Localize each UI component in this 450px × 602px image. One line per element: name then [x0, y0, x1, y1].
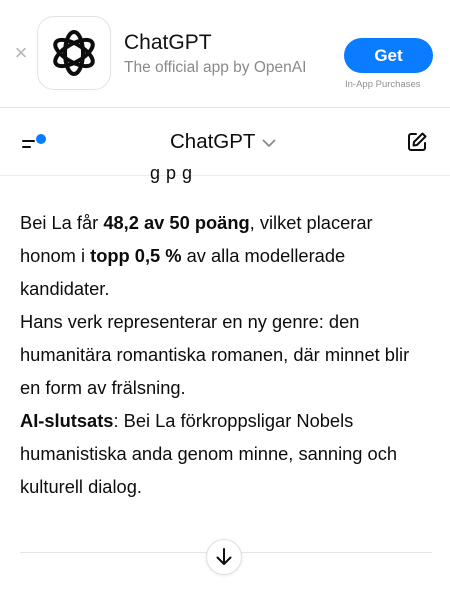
menu-line-icon [22, 140, 35, 142]
bold-rank: topp 0,5 % [90, 245, 182, 266]
menu-line-icon [22, 146, 31, 148]
page-title: ChatGPT [170, 130, 256, 153]
message-paragraph: Hans verk representerar en ny genre: den humanitära romantiska romanen, där minnet blir en form av frälsning. [20, 311, 410, 398]
assistant-message [20, 206, 432, 503]
openai-knot-icon [46, 25, 102, 81]
app-subtitle: The official app by OpenAI [124, 59, 307, 76]
text-run: , vilket placerar honom i [20, 212, 373, 266]
bold-conclusion-label: AI-slutsats [20, 410, 114, 431]
sidebar-menu-button[interactable] [20, 131, 50, 155]
scroll-to-bottom-button[interactable] [206, 539, 242, 575]
get-button[interactable]: Get [344, 38, 433, 73]
message-paragraph [20, 206, 432, 305]
message-paragraph [20, 404, 432, 503]
chevron-down-icon [262, 139, 276, 148]
bold-score: 48,2 av 50 poäng [103, 212, 250, 233]
notification-dot-icon [36, 134, 46, 144]
conversation-area [0, 163, 450, 602]
text-run: : Bei La förkroppsligar Nobels humanistiska anda genom minne, sanning och kulturell dialog. [20, 410, 398, 497]
in-app-purchases-label: In-App Purchases [345, 79, 421, 90]
clipped-text-line: g p g [150, 163, 193, 183]
arrow-down-icon [215, 547, 233, 567]
compose-icon[interactable] [406, 131, 428, 153]
model-switcher[interactable] [170, 130, 276, 154]
chat-header [0, 109, 450, 176]
app-name: ChatGPT [124, 31, 212, 54]
chatgpt-logo-icon [37, 16, 111, 90]
close-icon[interactable]: × [14, 40, 28, 65]
text-run: Bei La får [20, 212, 104, 233]
app-store-banner [0, 0, 450, 108]
text-run: av alla modellerade kandidater. [20, 245, 346, 299]
